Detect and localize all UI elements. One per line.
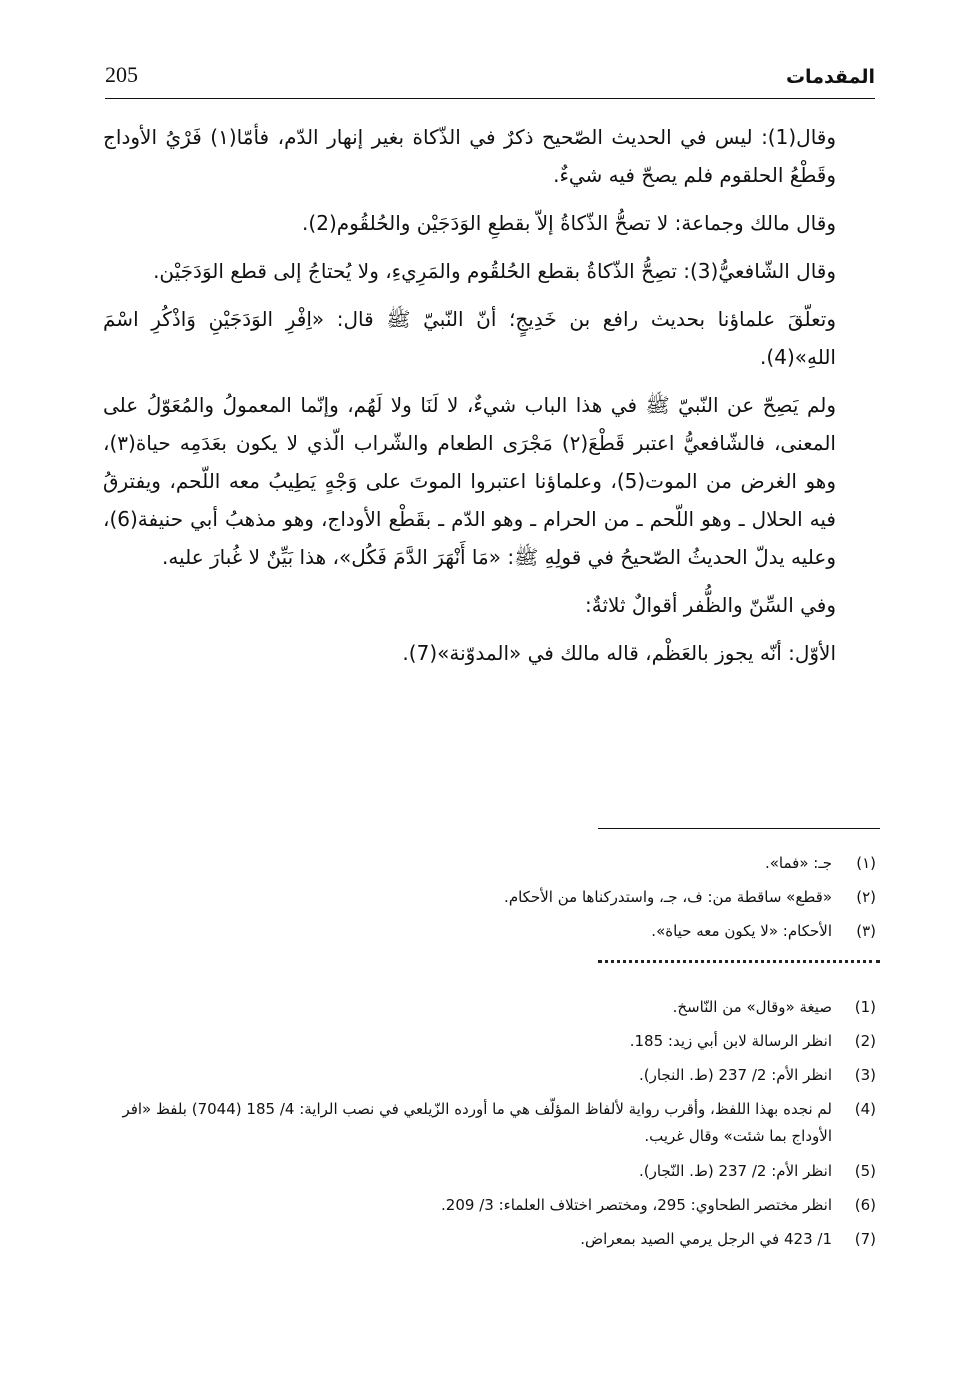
paragraph-2: وقال مالك وجماعة: لا تصحُّ الذّكاةُ إلاّ بقطعِ الوَدَجَيْن والحُلقُوم(2). <box>302 211 836 235</box>
footnote-text: 1/ 423 في الرجل يرمي الصيد بمعراض. <box>580 1230 832 1248</box>
footnote-number: (4) <box>854 1100 876 1118</box>
footnote-number: (3) <box>854 1066 876 1084</box>
footnote-item <box>100 990 880 1024</box>
paragraph-3: وقال الشّافعيُّ(3): تصِحُّ الذّكاةُ بقطع الحُلقُوم والمَرِيءِ، ولا يُحتاجُ إلى قطع الوَدَجَيْن. <box>153 259 836 283</box>
footnote-number: (٢) <box>856 888 876 906</box>
footnote-number: (6) <box>854 1196 876 1214</box>
page-number: 205 <box>105 62 138 87</box>
footnote-number: (٣) <box>856 922 876 940</box>
footnote-number: (7) <box>854 1230 876 1248</box>
footnote-separator <box>598 828 880 829</box>
dotted-separator <box>598 960 880 967</box>
footnote-item <box>100 1058 880 1092</box>
footnote-text: جـ: «فما». <box>764 854 832 872</box>
paragraph-4: وتعلّقَ علماؤنا بحديث رافع بن خَدِيجٍ؛ أنّ النّبيّ ﷺ قال: «اِفْرِ الوَدَجَيْنِ وَاذْكُرِ اسْمَ اللهِ»(4). <box>103 307 836 369</box>
source-footnotes <box>100 990 880 1256</box>
main-text <box>103 118 876 682</box>
footnote-number: (2) <box>854 1032 876 1050</box>
page-header <box>105 60 875 99</box>
footnote-text: لم نجده بهذا اللفظ، وأقرب رواية لألفاظ المؤلّف هي ما أورده الزّيلعي في نصب الراية: 4/ 185 (7044) بلفظ «افر الأوداج بما شئت» وقال غريب. <box>122 1100 832 1145</box>
footnote-text: «قطع» ساقطة من: ف، جـ، واستدركناها من الأحكام. <box>504 888 832 906</box>
footnote-text: الأحكام: «لا يكون معه حياة». <box>651 922 832 940</box>
footnote-item <box>100 1024 880 1058</box>
paragraph-1: وقال(1): ليس في الحديث الصّحيح ذكرٌ في الذّكاة بغير إنهار الدّم، فأمّا(١) فَرْيُ الأوداج وقَطْعُ الحلقوم فلم يصحّ فيه شيءٌ. <box>103 125 837 187</box>
footnote-text: انظر الأم: 2/ 237 (ط. النّجار). <box>639 1162 832 1180</box>
footnote-number: (١) <box>856 854 876 872</box>
footnote-text: انظر الرسالة لابن أبي زيد: 185. <box>629 1032 832 1050</box>
editor-footnotes <box>100 846 880 948</box>
footnote-number: (5) <box>854 1162 876 1180</box>
footnote-item <box>100 1096 880 1150</box>
footnote-item <box>100 846 880 880</box>
footnote-text: انظر الأم: 2/ 237 (ط. النجار). <box>639 1066 832 1084</box>
footnote-text: صيغة «وقال» من النّاسخ. <box>672 998 832 1016</box>
footnote-number: (1) <box>854 998 876 1016</box>
footnote-item <box>100 1222 880 1256</box>
footnote-item <box>100 1154 880 1188</box>
running-title: المقدمات <box>785 66 875 88</box>
footnote-item <box>100 880 880 914</box>
paragraph-7: الأوّل: أنّه يجوز بالعَظْم، قاله مالك في «المدوّنة»(7). <box>402 641 836 665</box>
paragraph-5: ولم يَصِحّ عن النّبيّ ﷺ في هذا الباب شيءٌ، لا لَنَا ولا لَهُم، وإنّما المعمولُ والمُعَوّلُ على المعنى، فالشّافعيُّ اعتبر قَطْعَ(٢) مَجْرَى الطعام والشّراب الّذي لا يكون بعَدَمِه حياة(٣)، وهو الغرض من الموت(5)، وعلماؤنا اعتبروا الموتَ على وَجْهٍ يَطِيبُ معه اللّحم، ويفترقُ فيه الحلال ـ وهو اللّحم ـ من الحرام ـ وهو الدّم ـ بقَطْع الأوداج، وهو مذهبُ أبي حنيفة(6)، وعليه يدلّ الحديثُ الصّحيحُ في قولِهِ ﷺ: «مَا أَنْهَرَ الدَّمَ فَكُل»، هذا بَيِّنٌ لا غُبارَ عليه. <box>103 393 836 569</box>
footnote-item <box>100 914 880 948</box>
footnote-text: انظر مختصر الطحاوي: 295، ومختصر اختلاف العلماء: 3/ 209. <box>441 1196 832 1214</box>
paragraph-6: وفي السِّنّ والظُّفر أقوالٌ ثلاثةٌ: <box>585 593 836 617</box>
footnote-item <box>100 1188 880 1222</box>
